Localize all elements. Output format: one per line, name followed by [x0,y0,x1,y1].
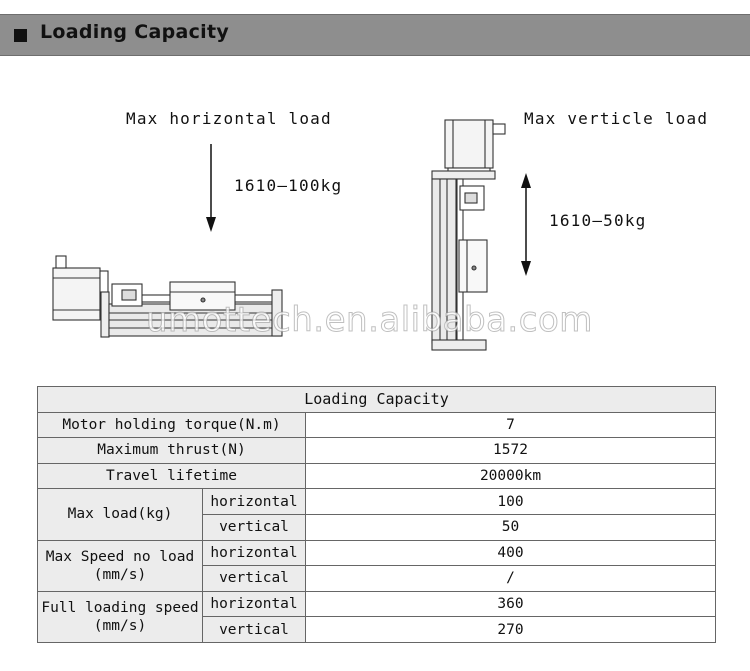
full-speed-horizontal-label: horizontal [203,591,306,617]
full-speed-vertical-label: vertical [203,617,306,643]
max-speed-horizontal-label: horizontal [203,540,306,566]
lifetime-label: Travel lifetime [38,463,306,489]
max-speed-no-load-label-line1: Max Speed no load [45,548,195,565]
max-speed-vertical-label: vertical [203,566,306,592]
table-title: Loading Capacity [38,387,716,413]
thrust-label: Maximum thrust(N) [38,438,306,464]
max-load-vertical-label: vertical [203,514,306,540]
vertical-load-value: 1610—50kg [549,211,647,230]
lifetime-value: 20000km [306,463,716,489]
table-row [38,438,716,464]
max-load-horizontal-value: 100 [306,489,716,515]
torque-label: Motor holding torque(N.m) [38,412,306,438]
full-speed-horizontal-value: 360 [306,591,716,617]
table-row [38,463,716,489]
full-loading-speed-label [38,591,203,642]
max-load-horizontal-label: horizontal [203,489,306,515]
vertical-load-label: Max verticle load [524,109,709,128]
max-speed-vertical-value: / [306,566,716,592]
up-down-arrow-icon [521,173,531,276]
watermark-text: umottech.en.alibaba.com [146,300,593,340]
table-row [38,540,716,566]
max-speed-horizontal-value: 400 [306,540,716,566]
max-speed-no-load-label [38,540,203,591]
table-row [38,489,716,515]
max-load-vertical-value: 50 [306,514,716,540]
table-row [38,591,716,617]
table-header-row [38,387,716,413]
thrust-value: 1572 [306,438,716,464]
full-loading-speed-label-line2: (mm/s) [93,617,147,634]
max-load-label: Max load(kg) [38,489,203,540]
horizontal-load-label: Max horizontal load [126,109,332,128]
max-speed-no-load-label-line2: (mm/s) [93,566,147,583]
loading-capacity-table [37,386,716,643]
torque-value: 7 [306,412,716,438]
down-arrow-icon [206,144,216,232]
full-loading-speed-label-line1: Full loading speed [41,599,199,616]
section-title: Loading Capacity [40,21,230,43]
horizontal-load-value: 1610—100kg [234,176,343,195]
table-row [38,412,716,438]
full-speed-vertical-value: 270 [306,617,716,643]
